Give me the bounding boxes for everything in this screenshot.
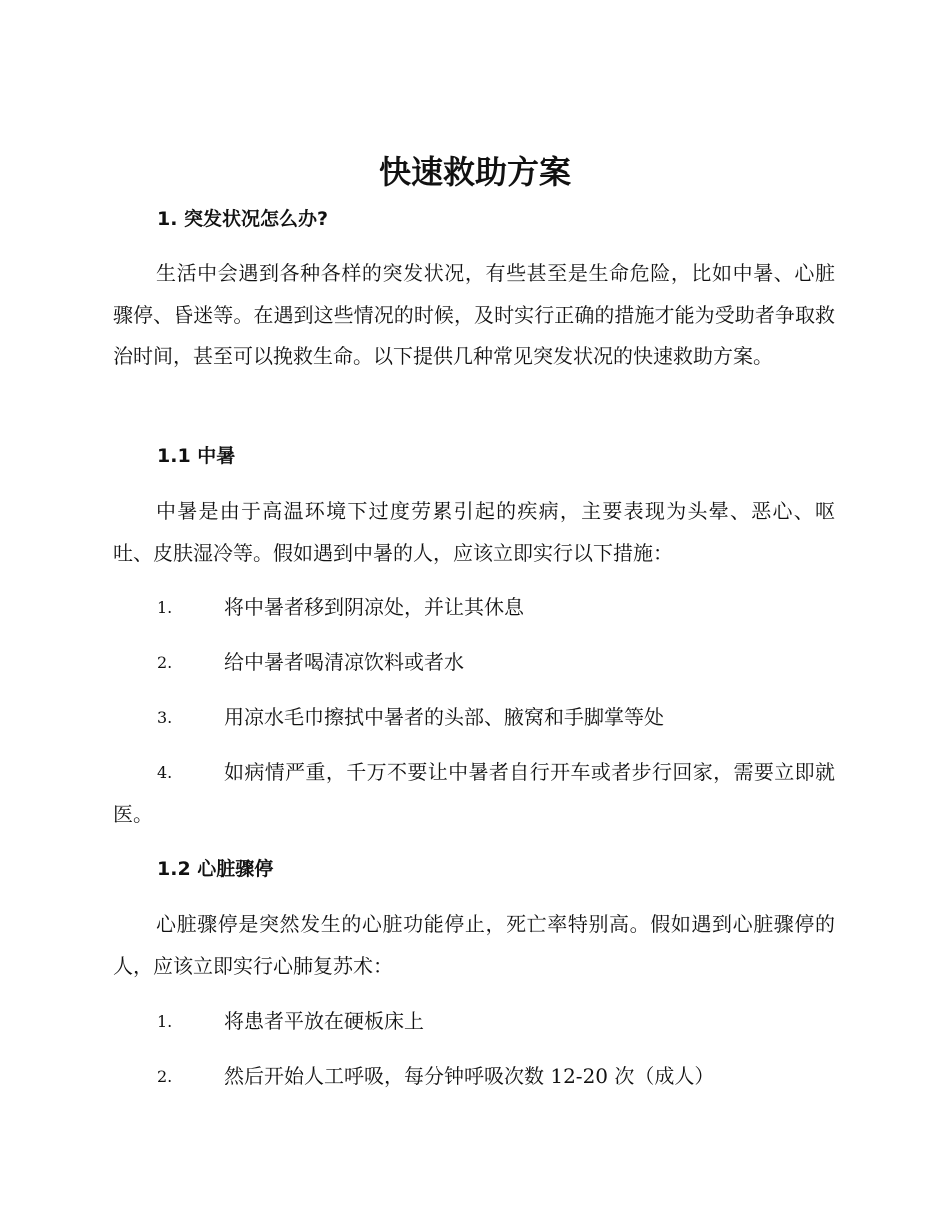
list-item-number: 1. xyxy=(157,1012,173,1031)
list-item-text: 如病情严重，千万不要让中暑者自行开车或者步行回家，需要立即就医。 xyxy=(113,760,835,826)
section-heading: 1. 突发状况怎么办? xyxy=(157,208,329,230)
list-item-number: 2. xyxy=(157,1067,173,1086)
list-item xyxy=(113,752,835,835)
section-paragraph: 生活中会遇到各种各样的突发状况，有些甚至是生命危险，比如中暑、心脏骤停、昏迷等。在遇到这些情况的时候，及时实行正确的措施才能为受助者争取救治时间，甚至可以挽救生命。以下提供几种常见突发状况的快速救助方案。 xyxy=(113,261,835,368)
section-paragraph: 中暑是由于高温环境下过度劳累引起的疾病，主要表现为头晕、恶心、呕吐、皮肤湿冷等。假如遇到中暑的人，应该立即实行以下措施： xyxy=(113,499,835,565)
page-title: 快速救助方案 xyxy=(378,153,571,191)
list-item xyxy=(113,1056,835,1098)
section-paragraph: 心脏骤停是突然发生的心脏功能停止，死亡率特别高。假如遇到心脏骤停的人，应该立即实行心肺复苏术： xyxy=(113,912,835,978)
list-item-text: 然后开始人工呼吸，每分钟呼吸次数 12-20 次（成人） xyxy=(224,1064,715,1088)
list-item-text: 用凉水毛巾擦拭中暑者的头部、腋窝和手脚掌等处 xyxy=(224,705,664,729)
list-item xyxy=(113,697,835,739)
section-heading: 1.1 中暑 xyxy=(157,445,236,467)
list-item-number: 1. xyxy=(157,598,173,617)
list-item-number: 3. xyxy=(157,708,173,727)
section-heading: 1.2 心脏骤停 xyxy=(157,858,274,880)
list-item-text: 将中暑者移到阴凉处，并让其休息 xyxy=(224,595,524,619)
list-item xyxy=(113,1001,835,1043)
list-item xyxy=(113,642,835,684)
list-item-text: 将患者平放在硬板床上 xyxy=(224,1009,424,1033)
list-item xyxy=(113,587,835,629)
list-item-text: 给中暑者喝清凉饮料或者水 xyxy=(224,650,464,674)
list-item-number: 4. xyxy=(157,763,173,782)
list-item-number: 2. xyxy=(157,653,173,672)
